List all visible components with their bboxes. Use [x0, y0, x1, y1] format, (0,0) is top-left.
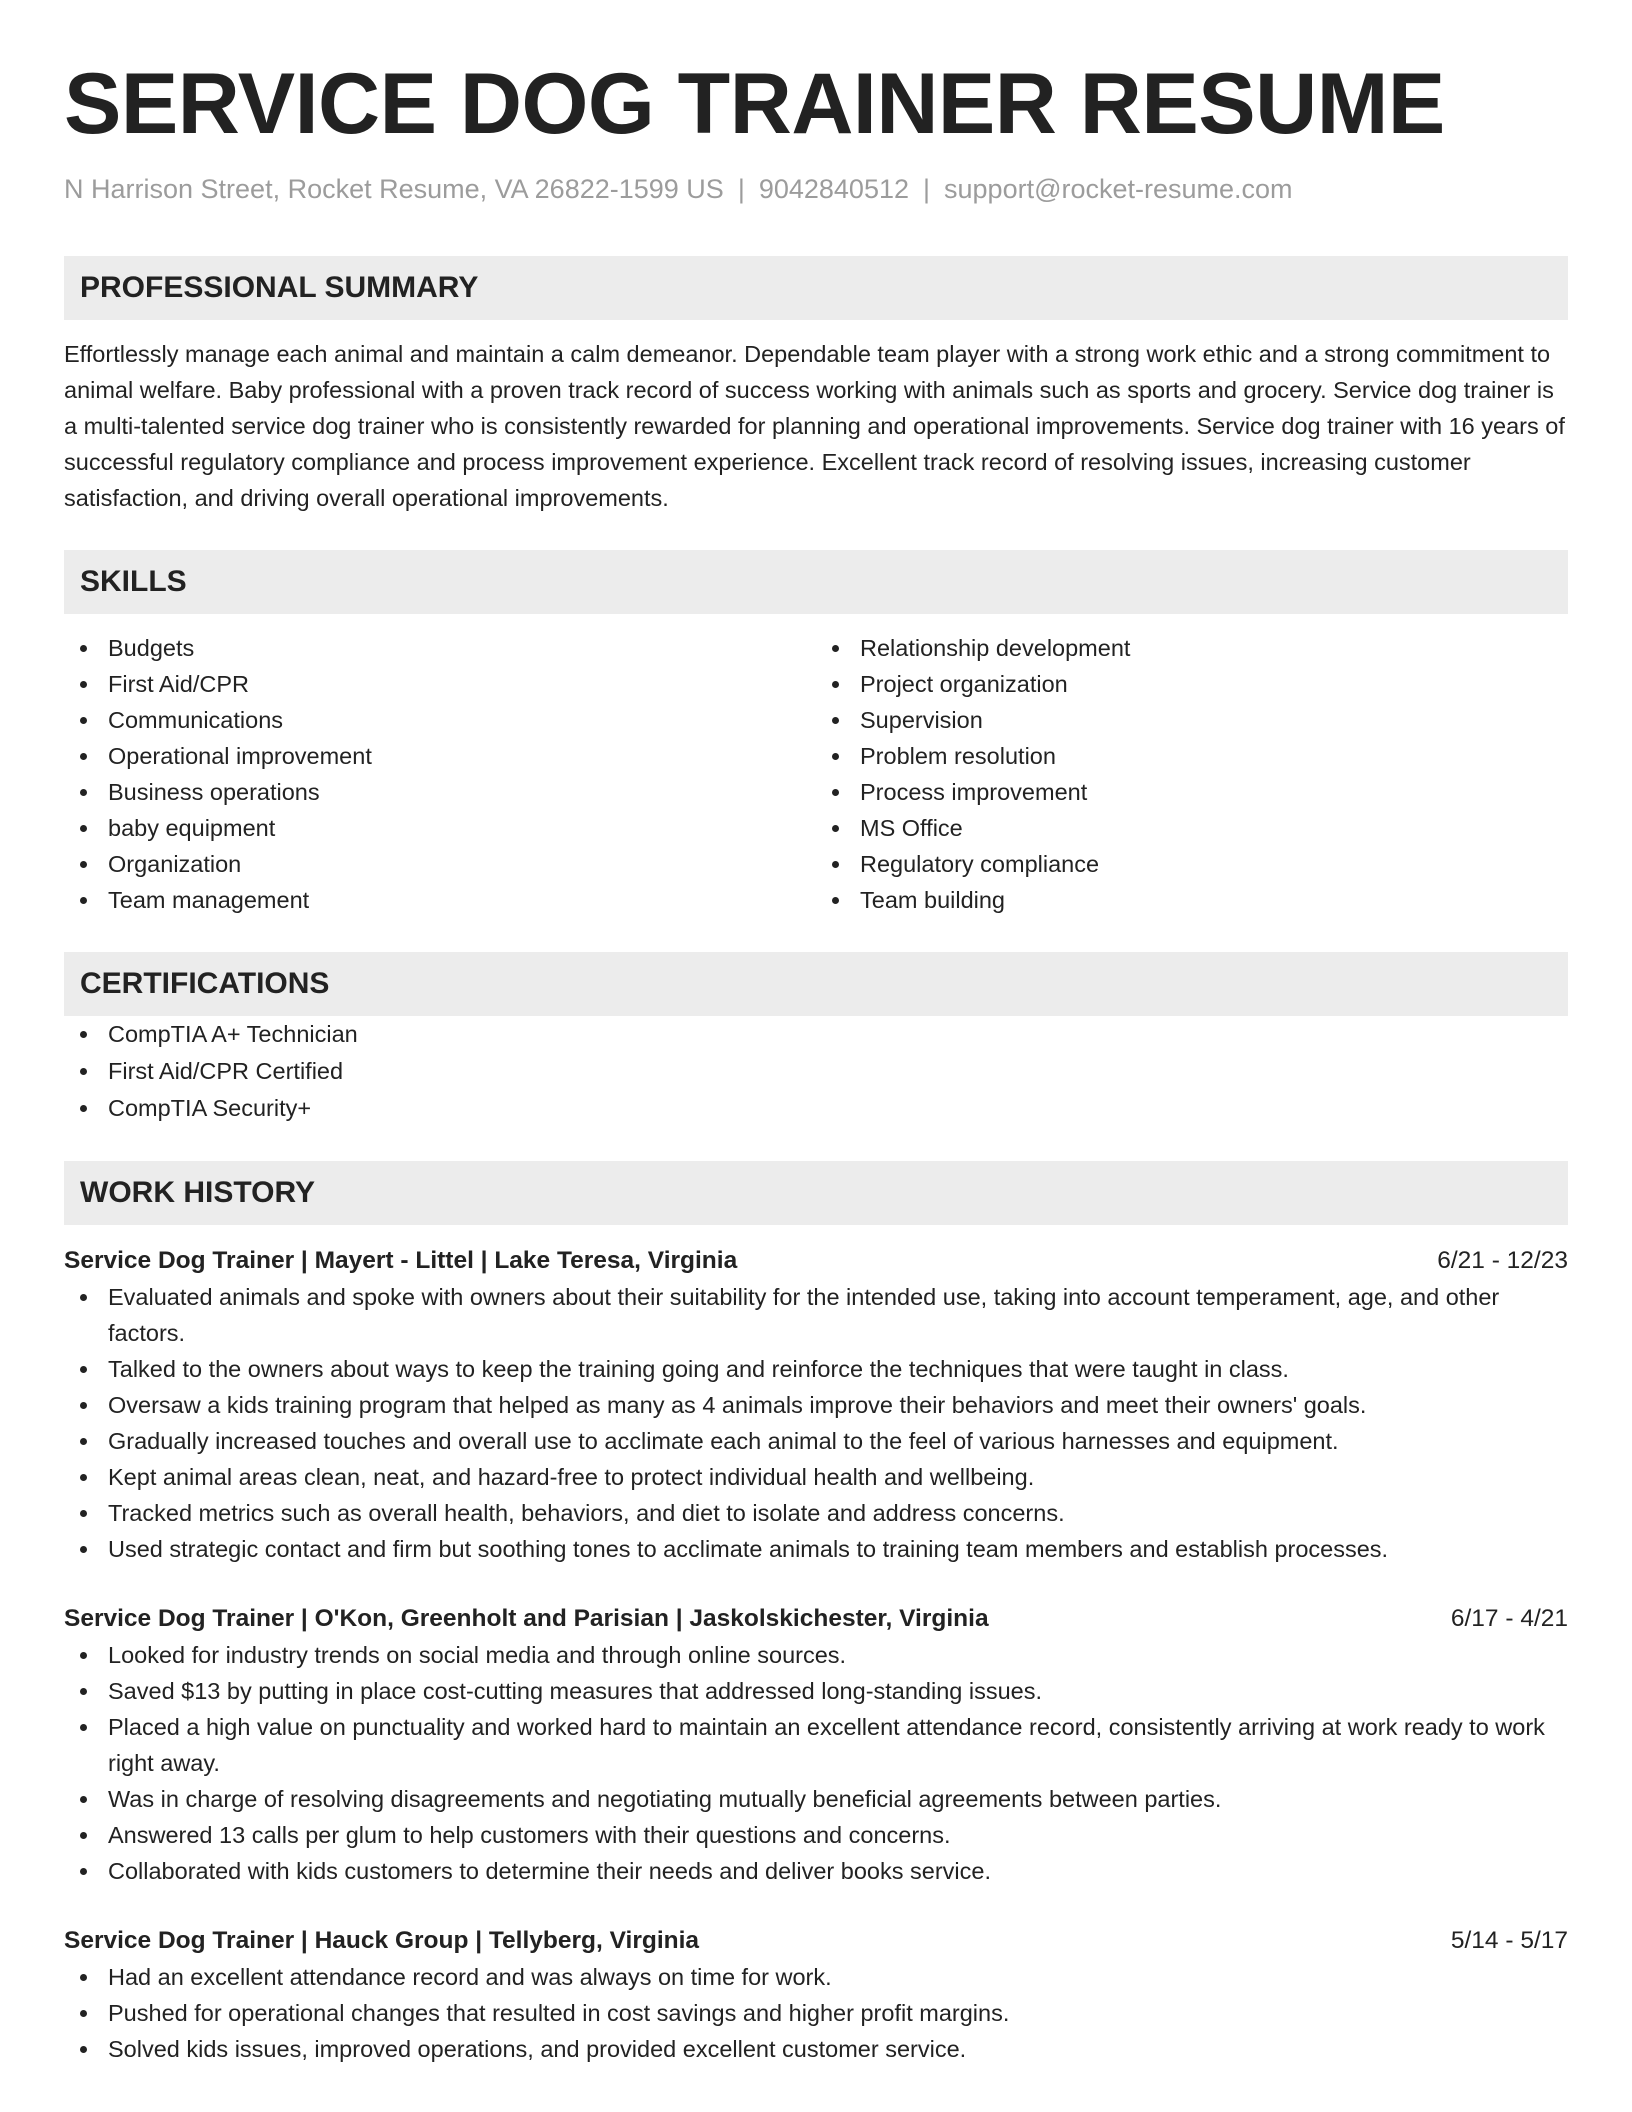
- skill-item: Business operations: [108, 774, 816, 810]
- job-bullets: [64, 1959, 1568, 2067]
- certification-item: CompTIA Security+: [64, 1090, 1568, 1127]
- certification-item: First Aid/CPR Certified: [64, 1053, 1568, 1090]
- contact-phone: 9042840512: [758, 174, 909, 204]
- job-bullet: Evaluated animals and spoke with owners about their suitability for the intended use, taking into account temperament, age, and other factors.: [64, 1279, 1568, 1351]
- job-entry: [64, 1243, 1568, 1567]
- skill-item: First Aid/CPR: [108, 666, 816, 702]
- certifications-list: [64, 1016, 1568, 1127]
- certification-item: CompTIA A+ Technician: [64, 1016, 1568, 1053]
- skill-item: MS Office: [860, 810, 1568, 846]
- job-bullet: Pushed for operational changes that resulted in cost savings and higher profit margins.: [64, 1995, 1568, 2031]
- skill-item: baby equipment: [108, 810, 816, 846]
- job-header: [64, 1243, 1568, 1279]
- skill-item: Organization: [108, 846, 816, 882]
- job-bullet: Tracked metrics such as overall health, behaviors, and diet to isolate and address concerns.: [64, 1495, 1568, 1531]
- job-title: Service Dog Trainer | Hauck Group | Tellyberg, Virginia: [64, 1927, 700, 1954]
- skills-column-right: [816, 630, 1568, 918]
- skill-item: Team management: [108, 882, 816, 918]
- job-entry: [64, 1601, 1568, 1889]
- skill-item: Relationship development: [860, 630, 1568, 666]
- summary-text: Effortlessly manage each animal and maintain a calm demeanor. Dependable team player with a strong work ethic and a strong commitment to animal welfare. Baby professional with a proven track record of success working with animals such as sports and grocery. Service dog trainer is a multi-talented service dog trainer who is consistently rewarded for planning and operational improvements. Service dog trainer with 16 years of successful regulatory compliance and process improvement experience. Excellent track record of resolving issues, increasing customer satisfaction, and driving overall operational improvements.: [64, 341, 1565, 511]
- job-dates: 6/17 - 4/21: [1450, 1605, 1568, 1632]
- resume-title: SERVICE DOG TRAINER RESUME: [64, 56, 1445, 152]
- job-bullet: Talked to the owners about ways to keep the training going and reinforce the techniques that were taught in class.: [64, 1351, 1568, 1387]
- skill-item: Budgets: [108, 630, 816, 666]
- job-bullet: Gradually increased touches and overall use to acclimate each animal to the feel of various harnesses and equipment.: [64, 1423, 1568, 1459]
- job-bullet: Used strategic contact and firm but soothing tones to acclimate animals to training team members and establish processes.: [64, 1531, 1568, 1567]
- contact-separator: |: [923, 174, 931, 204]
- skill-item: Project organization: [860, 666, 1568, 702]
- skill-item: Problem resolution: [860, 738, 1568, 774]
- contact-email: support@rocket-resume.com: [944, 174, 1293, 204]
- job-dates: 6/21 - 12/23: [1437, 1247, 1568, 1274]
- job-bullet: Was in charge of resolving disagreements and negotiating mutually beneficial agreements between parties.: [64, 1781, 1568, 1817]
- job-bullet: Had an excellent attendance record and was always on time for work.: [64, 1959, 1568, 1995]
- skill-item: Communications: [108, 702, 816, 738]
- job-bullets: [64, 1279, 1568, 1567]
- summary-heading: PROFESSIONAL SUMMARY: [64, 256, 1568, 320]
- job-entry: [64, 1923, 1568, 2067]
- job-header: [64, 1601, 1568, 1637]
- job-bullet: Looked for industry trends on social media and through online sources.: [64, 1637, 1568, 1673]
- job-bullet: Oversaw a kids training program that helped as many as 4 animals improve their behaviors and meet their owners' goals.: [64, 1387, 1568, 1423]
- skills-heading: SKILLS: [64, 550, 1568, 614]
- skill-item: Regulatory compliance: [860, 846, 1568, 882]
- skill-item: Team building: [860, 882, 1568, 918]
- job-bullets: [64, 1637, 1568, 1889]
- contact-address: N Harrison Street, Rocket Resume, VA 26822-1599 US: [64, 174, 724, 204]
- skill-item: Process improvement: [860, 774, 1568, 810]
- job-bullet: Collaborated with kids customers to determine their needs and deliver books service.: [64, 1853, 1568, 1889]
- skill-item: Operational improvement: [108, 738, 816, 774]
- job-title: Service Dog Trainer | Mayert - Littel | Lake Teresa, Virginia: [64, 1247, 738, 1274]
- job-title: Service Dog Trainer | O'Kon, Greenholt and Parisian | Jaskolskichester, Virginia: [64, 1605, 989, 1632]
- skills-grid: [64, 630, 1568, 918]
- skill-item: Supervision: [860, 702, 1568, 738]
- job-bullet: Saved $13 by putting in place cost-cutting measures that addressed long-standing issues.: [64, 1673, 1568, 1709]
- job-header: [64, 1923, 1568, 1959]
- skills-column-left: [64, 630, 816, 918]
- job-bullet: Solved kids issues, improved operations, and provided excellent customer service.: [64, 2031, 1568, 2067]
- job-bullet: Placed a high value on punctuality and worked hard to maintain an excellent attendance record, consistently arriving at work ready to work right away.: [64, 1709, 1568, 1781]
- job-bullet: Kept animal areas clean, neat, and hazard-free to protect individual health and wellbeing.: [64, 1459, 1568, 1495]
- job-dates: 5/14 - 5/17: [1450, 1927, 1568, 1954]
- contact-separator: |: [737, 174, 745, 204]
- certifications-heading: CERTIFICATIONS: [64, 952, 1568, 1016]
- job-bullet: Answered 13 calls per glum to help customers with their questions and concerns.: [64, 1817, 1568, 1853]
- contact-line: [64, 172, 1568, 206]
- work-history-heading: WORK HISTORY: [64, 1161, 1568, 1225]
